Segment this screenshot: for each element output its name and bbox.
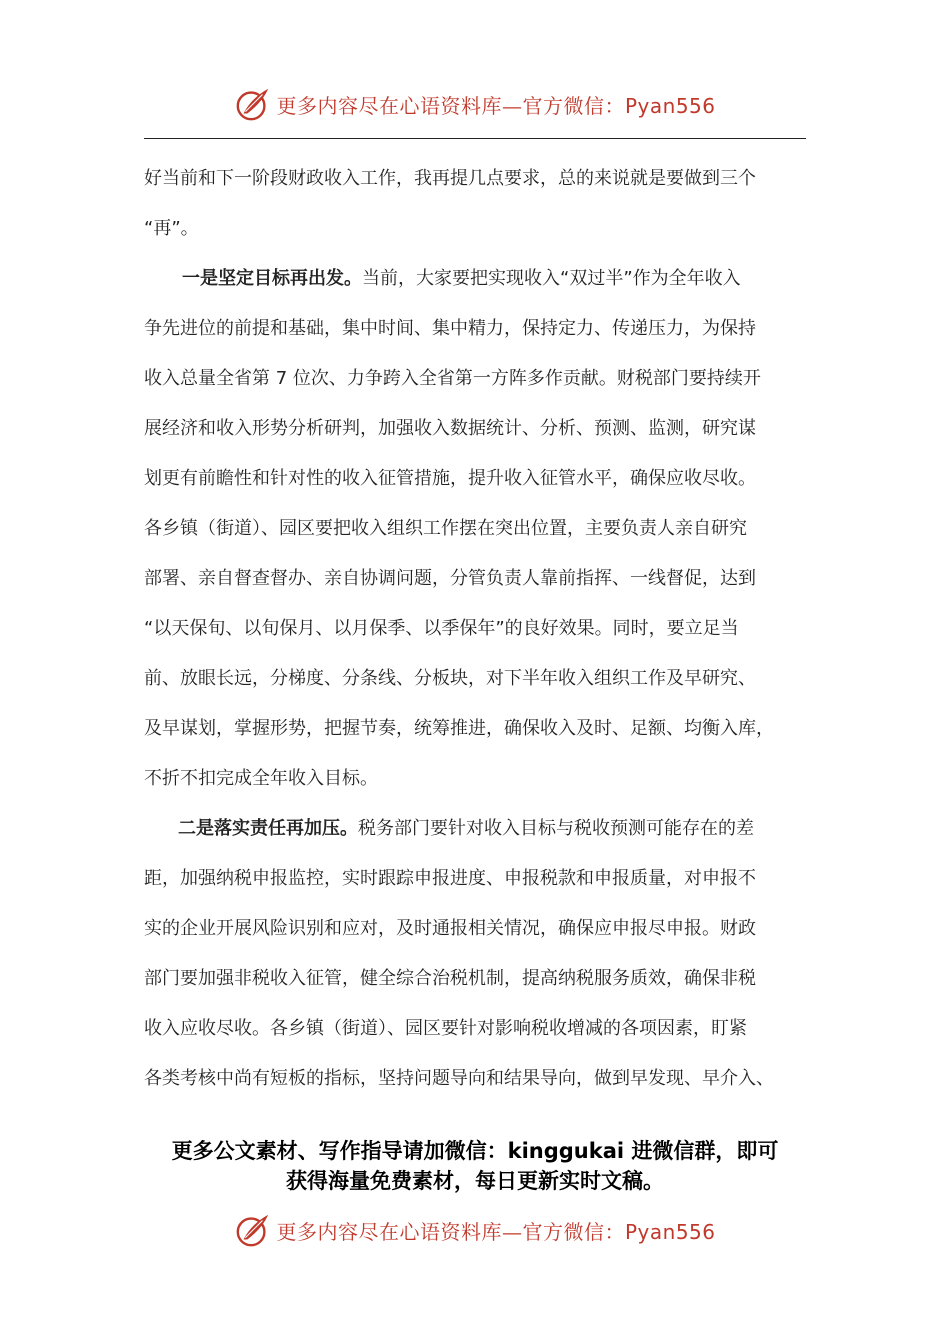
promo-line-1: 更多公文素材、写作指导请加微信：kinggukai 进微信群，即可 (171, 1139, 779, 1163)
body-line: 及早谋划，掌握形势，把握节奏，统筹推进，确保收入及时、足额、均衡入库， (144, 718, 774, 739)
document-body (144, 154, 804, 1104)
body-line: 部署、亲自督查督办、亲自协调问题，分管负责人靠前指挥、一线督促，达到 (144, 568, 756, 589)
body-line: 税务部门要针对收入目标与税收预测可能存在的差 (358, 818, 754, 839)
body-line: 部门要加强非税收入征管，健全综合治税机制，提高纳税服务质效，确保非税 (144, 968, 756, 989)
header-brand-text: 更多内容尽在心语资料库—官方微信：Pyan556 (276, 93, 716, 118)
body-line: 收入总量全省第 7 位次、力争跨入全省第一方阵多作贡献。财税部门要持续开 (144, 368, 761, 389)
promo-notice (100, 1136, 850, 1196)
body-line: 实的企业开展风险识别和应对，及时通报相关情况，确保应申报尽申报。财政 (144, 918, 756, 939)
paragraph-1-first-line (144, 254, 804, 304)
body-line: 展经济和收入形势分析研判，加强收入数据统计、分析、预测、监测，研究谋 (144, 418, 756, 439)
header-divider (144, 138, 806, 139)
quill-logo-icon (234, 1211, 272, 1249)
quill-logo-icon (234, 85, 272, 123)
body-line: 争先进位的前提和基础，集中时间、集中精力，保持定力、传递压力，为保持 (144, 318, 756, 339)
body-line: “以天保旬、以旬保月、以月保季、以季保年”的良好效果。同时，要立足当 (144, 618, 739, 639)
footer-brand-text: 更多内容尽在心语资料库—官方微信：Pyan556 (276, 1219, 716, 1244)
body-line: 不折不扣完成全年收入目标。 (144, 768, 378, 789)
body-line: 距，加强纳税申报监控，实时跟踪申报进度、申报税款和申报质量，对申报不 (144, 868, 756, 889)
header-brand-id: Pyan556 (624, 93, 716, 118)
paragraph-1-heading: 一是坚定目标再出发。 (182, 268, 362, 289)
footer-brand (0, 1210, 950, 1250)
header-brand (0, 84, 950, 124)
promo-line-2: 获得海量免费素材，每日更新实时文稿。 (286, 1169, 664, 1193)
body-line: 划更有前瞻性和针对性的收入征管措施，提升收入征管水平，确保应收尽收。 (144, 468, 756, 489)
body-line: “再”。 (144, 218, 199, 239)
body-line: 当前，大家要把实现收入“双过半”作为全年收入 (362, 268, 741, 289)
paragraph-2-first-line (144, 804, 804, 854)
paragraph-2-heading: 二是落实责任再加压。 (178, 818, 358, 839)
body-line: 各类考核中尚有短板的指标，坚持问题导向和结果导向，做到早发现、早介入、 (144, 1068, 774, 1089)
footer-brand-id: Pyan556 (624, 1219, 716, 1244)
body-line: 收入应收尽收。各乡镇（街道）、园区要针对影响税收增减的各项因素，盯紧 (144, 1018, 747, 1039)
body-line: 各乡镇（街道）、园区要把收入组织工作摆在突出位置，主要负责人亲自研究 (144, 518, 747, 539)
body-line: 好当前和下一阶段财政收入工作，我再提几点要求，总的来说就是要做到三个 (144, 168, 756, 189)
body-line: 前、放眼长远，分梯度、分条线、分板块，对下半年收入组织工作及早研究、 (144, 668, 756, 689)
